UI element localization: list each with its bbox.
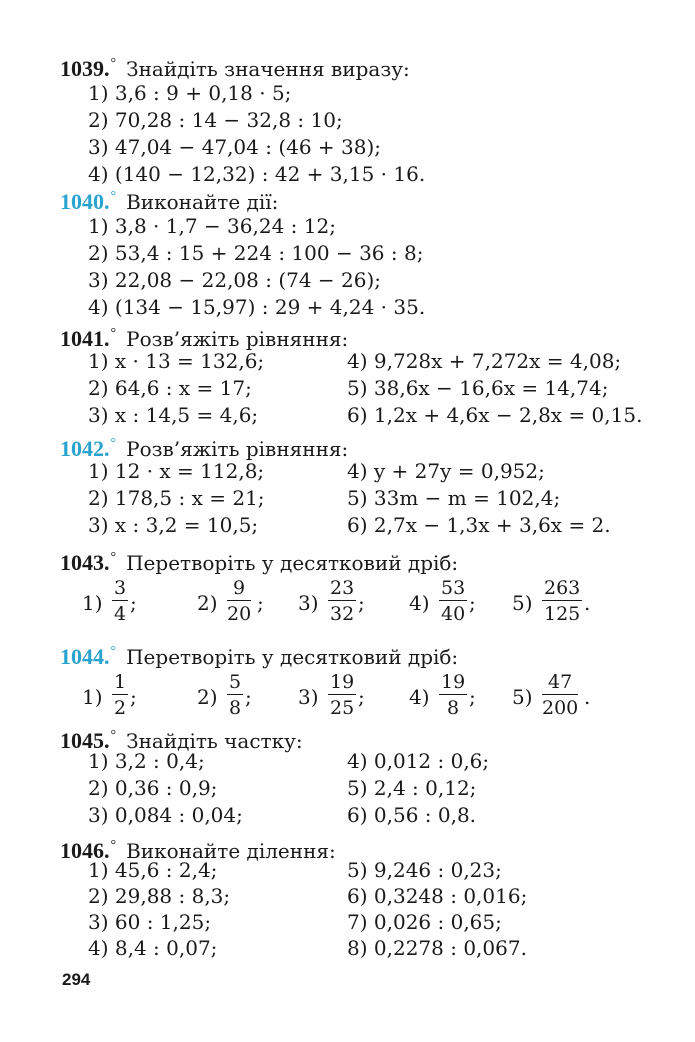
problem-1041 [60,318,660,427]
problem-title: Розв’яжіть рівняння: [126,437,349,461]
fraction [439,576,467,627]
expression-item: 3) 22,08 − 22,08 : (74 − 26); [88,268,382,292]
problem-title: Знайдіть частку: [126,729,303,753]
fraction-label: 4) [409,685,430,709]
fraction-suffix: ; [245,685,252,709]
problem-number: 1039. [60,56,110,81]
division-item: 1) 45,6 : 2,4; [88,858,218,882]
problem-number: 1044. [60,644,110,669]
division-item: 3) 60 : 1,25; [88,910,212,934]
problem-title: Виконайте дії: [126,190,279,214]
problem-number: 1046. [60,838,110,863]
fraction-label: 5) [512,685,533,709]
division-item: 5) 2,4 : 0,12; [347,776,477,800]
fraction [542,576,582,627]
problem-number: 1045. [60,728,110,753]
problem-1045 [60,720,660,827]
numerator: 19 [441,671,466,693]
division-item: 1) 3,2 : 0,4; [88,749,205,773]
fraction-suffix: ; [130,591,137,615]
denominator: 4 [114,603,127,625]
division-item: 5) 9,246 : 0,23; [347,858,502,882]
fraction-label: 2) [197,685,218,709]
fraction [227,670,243,721]
denominator: 40 [441,603,466,625]
denominator: 8 [229,697,242,719]
fraction-suffix: ; [469,591,476,615]
fraction [112,670,128,721]
equation-item: 5) 38,6x − 16,6x = 14,74; [347,376,609,400]
fraction-suffix: ; [257,591,264,615]
fraction [328,576,356,627]
equation-item: 4) y + 27y = 0,952; [347,459,545,483]
fraction-label: 3) [298,591,319,615]
numerator: 23 [330,577,355,599]
numerator: 19 [330,671,355,693]
equation-item: 1) 12 · x = 112,8; [88,459,265,483]
numerator: 263 [544,577,581,599]
circle-mark-icon: ° [110,550,117,565]
division-item: 2) 29,88 : 8,3; [88,884,231,908]
denominator: 2 [114,697,127,719]
denominator: 125 [544,603,581,625]
equation-item: 6) 1,2x + 4,6x − 2,8x = 0,15. [347,403,643,427]
circle-mark-icon: ° [110,189,117,204]
problem-number: 1040. [60,189,110,214]
expression-item: 1) 3,8 · 1,7 − 36,24 : 12; [88,214,336,238]
numerator: 47 [542,670,578,695]
expression-item: 3) 47,04 − 47,04 : (46 + 38); [88,135,382,159]
fraction-label: 5) [512,591,533,615]
fraction-label: 1) [82,685,103,709]
numerator: 5 [229,671,242,693]
problem-title: Перетворіть у десятковий дріб: [126,645,459,669]
problem-number: 1042. [60,436,110,461]
circle-mark-icon: ° [110,644,117,659]
fraction-suffix: . [584,685,591,709]
circle-mark-icon: ° [110,728,117,743]
fraction [227,576,251,627]
fraction-label: 2) [197,591,218,615]
equation-item: 4) 9,728x + 7,272x = 4,08; [347,349,622,373]
circle-mark-icon: ° [110,56,117,71]
equation-item: 3) x : 3,2 = 10,5; [88,513,259,537]
expression-item: 2) 53,4 : 15 + 224 : 100 − 36 : 8; [88,241,424,265]
denominator: 8 [447,697,460,719]
problem-number: 1043. [60,550,110,575]
fraction [112,576,128,627]
circle-mark-icon: ° [110,838,117,853]
problem-1042 [60,428,660,537]
numerator: 53 [441,577,466,599]
fraction-suffix: ; [469,685,476,709]
numerator: 1 [114,671,127,693]
denominator: 20 [227,603,252,625]
problem-1039 [60,48,660,186]
problem-1044 [60,636,660,719]
circle-mark-icon: ° [110,436,117,451]
expression-item: 1) 3,6 : 9 + 0,18 · 5; [88,81,292,105]
fraction [328,670,356,721]
fraction-suffix: ; [358,591,365,615]
division-item: 4) 8,4 : 0,07; [88,936,218,960]
division-item: 6) 0,3248 : 0,016; [347,884,528,908]
problem-title: Перетворіть у десятковий дріб: [126,551,459,575]
fraction [542,670,578,721]
division-item: 4) 0,012 : 0,6; [347,749,490,773]
problem-title: Розв’яжіть рівняння: [126,327,349,351]
expression-item: 4) (134 − 15,97) : 29 + 4,24 · 35. [88,295,426,319]
problem-title: Виконайте ділення: [126,839,336,863]
fraction-suffix: ; [358,685,365,709]
fraction [439,670,467,721]
equation-item: 6) 2,7x − 1,3x + 3,6x = 2. [347,513,611,537]
problem-title: Знайдіть значення виразу: [126,57,410,81]
fraction-label: 4) [409,591,430,615]
problem-1040 [60,181,660,319]
expression-item: 4) (140 − 12,32) : 42 + 3,15 · 16. [88,162,426,186]
division-item: 3) 0,084 : 0,04; [88,803,243,827]
fraction-label: 1) [82,591,103,615]
denominator: 200 [542,697,579,719]
fraction-label: 3) [298,685,319,709]
equation-item: 1) x · 13 = 132,6; [88,349,265,373]
fraction-suffix: . [584,591,591,615]
expression-item: 2) 70,28 : 14 − 32,8 : 10; [88,108,343,132]
division-item: 2) 0,36 : 0,9; [88,776,218,800]
fraction-suffix: ; [130,685,137,709]
problem-1046 [60,830,660,960]
equation-item: 5) 33m − m = 102,4; [347,486,561,510]
division-item: 6) 0,56 : 0,8. [347,803,477,827]
numerator: 9 [227,576,251,601]
division-item: 7) 0,026 : 0,65; [347,910,502,934]
division-item: 8) 0,2278 : 0,067. [347,936,527,960]
problem-1043 [60,542,660,625]
circle-mark-icon: ° [110,326,117,341]
denominator: 25 [330,697,355,719]
page-number: 294 [62,970,91,989]
denominator: 32 [330,603,355,625]
problem-number: 1041. [60,326,110,351]
equation-item: 2) 178,5 : x = 21; [88,486,265,510]
equation-item: 2) 64,6 : x = 17; [88,376,252,400]
equation-item: 3) x : 14,5 = 4,6; [88,403,259,427]
numerator: 3 [114,577,127,599]
